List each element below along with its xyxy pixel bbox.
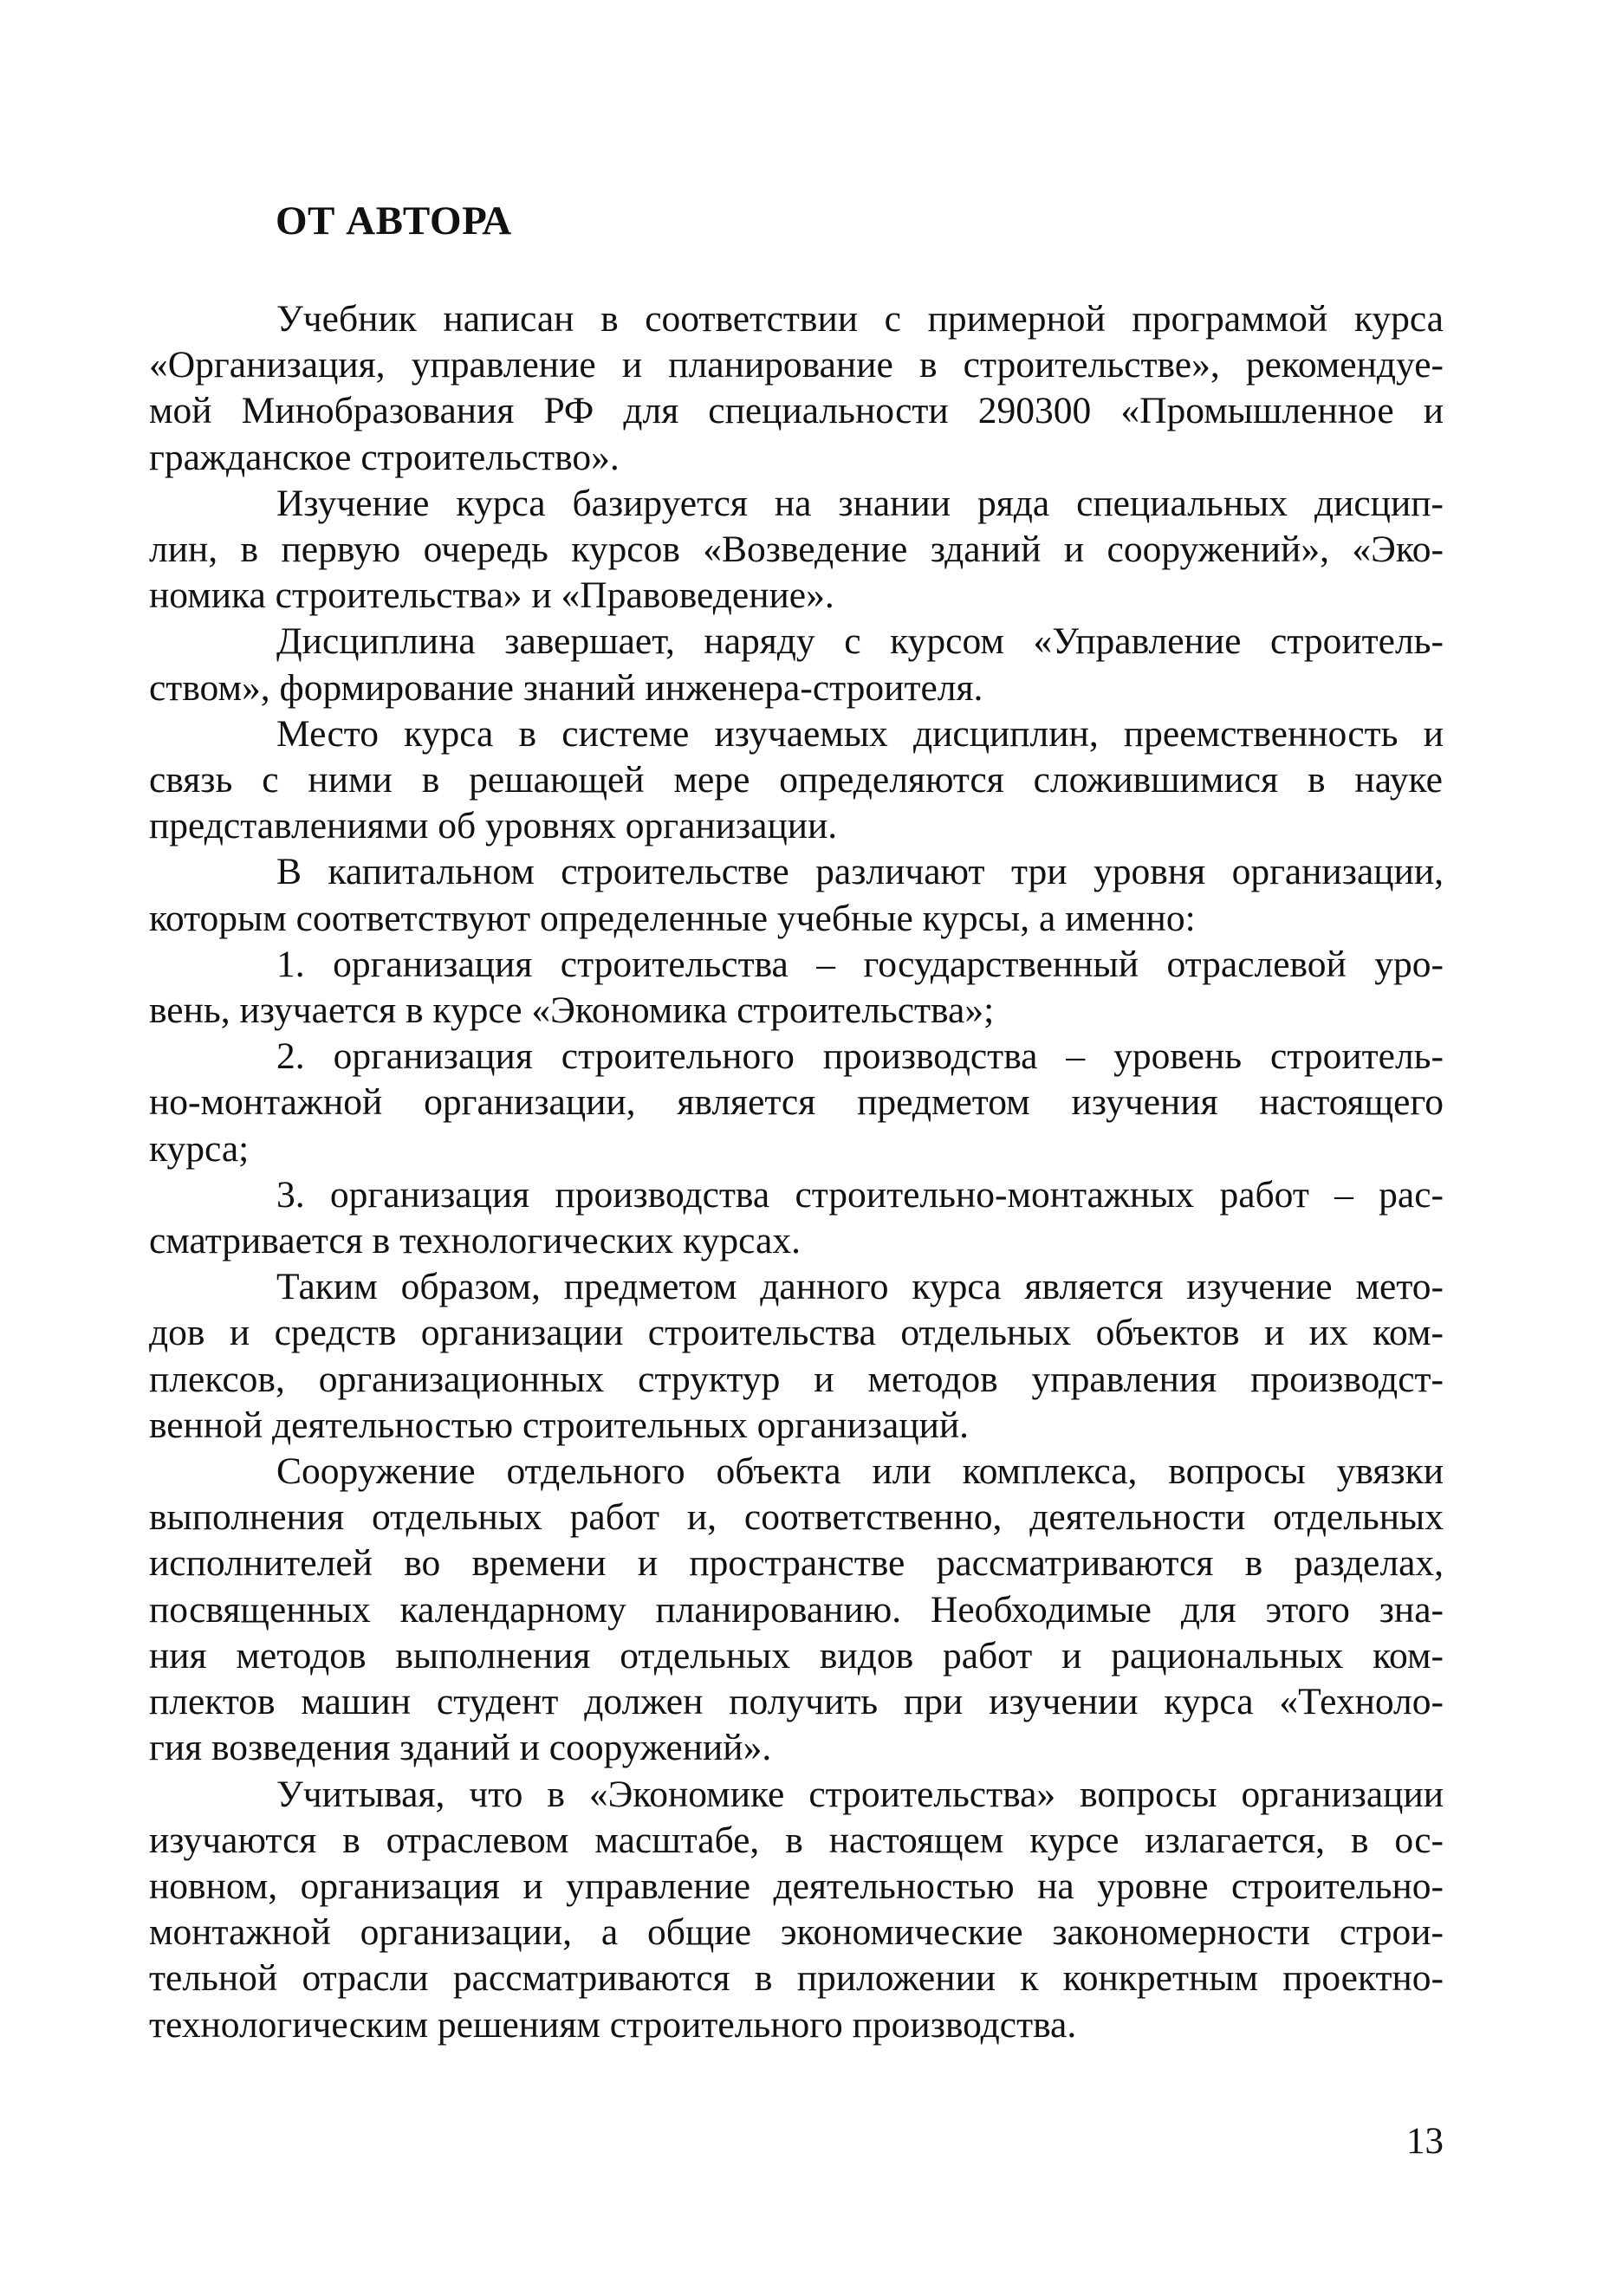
text-line: которым соответствуют определенные учебные курсы, а именно: <box>149 897 1196 939</box>
text-line: номика строительства» и «Правоведение». <box>149 574 834 617</box>
text-line: гия возведения зданий и сооружений». <box>149 1727 772 1769</box>
text-line: «Организация, управление и планирование в строительстве», рекомендуе- <box>149 344 1444 386</box>
text-line: венной деятельностью строительных организаций. <box>149 1404 970 1446</box>
text-line: лин, в первую очередь курсов «Возведение зданий и сооружений», «Эко- <box>149 529 1444 571</box>
paragraph <box>149 1449 1444 1771</box>
page-number: 13 <box>1406 2121 1444 2162</box>
text-line: 3. организация производства строительно-монтажных работ – рас- <box>276 1173 1444 1216</box>
paragraph <box>149 1034 1444 1172</box>
text-line: тельной отрасли рассматриваются в приложении к конкретным проектно- <box>149 1957 1444 2000</box>
text-line: представлениями об уровнях организации. <box>149 805 838 847</box>
body-text <box>149 296 1444 2048</box>
text-line: Учебник написан в соответствии с примерной программой курса <box>276 298 1444 340</box>
text-line: технологическим решениям строительного производства. <box>149 2003 1077 2046</box>
text-line: исполнителей во времени и пространстве рассматриваются в разделах, <box>149 1542 1444 1585</box>
text-line: Сооружение отдельного объекта или комплекса, вопросы увязки <box>276 1450 1444 1493</box>
paragraph <box>149 296 1444 481</box>
text-line: дов и средств организации строительства отдельных объектов и их ком- <box>149 1312 1444 1354</box>
text-line: 2. организация строительного производства – уровень строитель- <box>276 1035 1444 1078</box>
page-title: ОТ АВТОРА <box>276 198 512 243</box>
text-line: плексов, организационных структур и методов управления производст- <box>149 1358 1444 1400</box>
paragraph <box>149 942 1444 1034</box>
text-line: связь с ними в решающей мере определяются сложившимися в науке <box>149 759 1444 801</box>
paragraph <box>149 849 1444 941</box>
text-line: Изучение курса базируется на знании ряда специальных дисцип- <box>276 482 1444 524</box>
text-line: плектов машин студент должен получить при изучении курса «Техноло- <box>149 1681 1444 1723</box>
text-line: но-монтажной организации, является предметом изучения настоящего <box>149 1081 1444 1124</box>
paragraph <box>149 619 1444 710</box>
text-line: 1. организация строительства – государственный отраслевой уро- <box>276 943 1444 985</box>
text-line: курса; <box>149 1127 250 1170</box>
paragraph <box>149 481 1444 619</box>
paragraph <box>149 1772 1444 2048</box>
text-line: ством», формирование знаний инженера-строителя. <box>149 666 983 709</box>
paragraph <box>149 1172 1444 1264</box>
text-line: ния методов выполнения отдельных видов работ и рациональных ком- <box>149 1634 1444 1677</box>
text-line: Таким образом, предметом данного курса является изучение мето- <box>276 1266 1444 1308</box>
paragraph <box>149 1264 1444 1449</box>
text-line: мой Минобразования РФ для специальности 290300 «Промышленное и <box>149 390 1444 432</box>
text-line: Дисциплина завершает, наряду с курсом «Управление строитель- <box>276 620 1444 663</box>
text-line: изучаются в отраслевом масштабе, в настоящем курсе излагается, в ос- <box>149 1819 1444 1861</box>
text-line: Место курса в системе изучаемых дисциплин, преемственность и <box>276 712 1444 755</box>
text-line: Учитывая, что в «Экономике строительства» вопросы организации <box>276 1773 1444 1815</box>
paragraph <box>149 711 1444 850</box>
text-line: гражданское строительство». <box>149 436 620 478</box>
text-line: посвященных календарному планированию. Необходимые для этого зна- <box>149 1588 1444 1631</box>
text-line: сматривается в технологических курсах. <box>149 1220 801 1262</box>
text-line: В капитальном строительстве различают три уровня организации, <box>276 851 1444 893</box>
text-line: вень, изучается в курсе «Экономика строительства»; <box>149 989 995 1032</box>
text-line: монтажной организации, а общие экономические закономерности строи- <box>149 1911 1444 1954</box>
text-line: новном, организация и управление деятельностью на уровне строительно- <box>149 1865 1444 1907</box>
text-line: выполнения отдельных работ и, соответственно, деятельности отдельных <box>149 1496 1444 1539</box>
